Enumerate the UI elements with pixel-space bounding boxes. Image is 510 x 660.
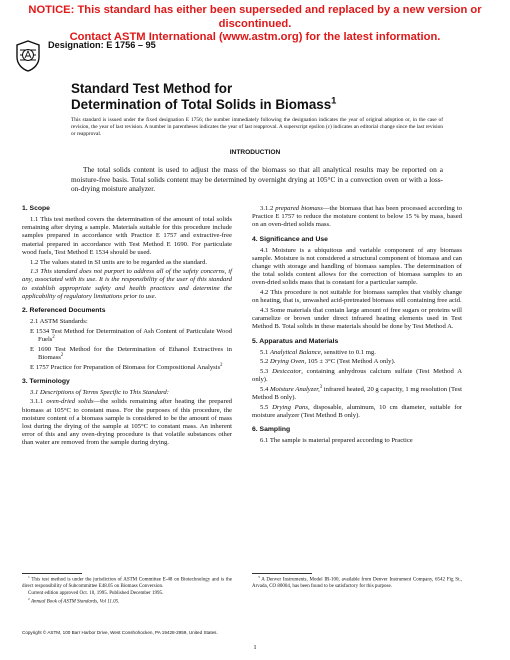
para-1-2: 1.2 The values stated in SI units are to be regarded as the standard.	[30, 258, 208, 266]
para-3-1-2: 3.1.2 prepared biomass—the biomass that has been processed according to Practice E 1757 to reduce the moisture content to below 15 % by mass, based on an oven-dried solids mass.	[252, 205, 462, 229]
para-5-2: 5.2 Drying Oven, 105 ± 3°C (Test Method A only).	[260, 358, 396, 366]
document-title	[71, 81, 451, 112]
right-column	[252, 205, 462, 447]
copyright-line: Copyright © ASTM, 100 Barr Harbor Drive, West Conshohocken, PA 19428-2959, United States.	[22, 630, 218, 635]
section-terminology-heading: 3. Terminology	[22, 377, 70, 385]
para-4-3: 4.3 Some materials that contain large amount of free sugars or proteins will caramelize or brown under direct infrared heating elements used in Test Method B. Total solids in these materials should be done by Test Method A.	[252, 307, 462, 331]
footnotes-right	[252, 577, 462, 591]
reference-e1534: E 1534 Test Method for Determination of Ash Content of Particulate Wood Fuels$^2$	[30, 327, 232, 343]
para-1-3: 1.3 This standard does not purport to address all of the safety concerns, if any, associated with its use. It is the responsibility of the user of this standard to establish appropriate safety and health practices and determine the applicability of regulatory limitations prior to use.	[22, 268, 232, 300]
section-sampling-heading: 6. Sampling	[252, 426, 291, 434]
footnote-rule-left	[22, 573, 82, 574]
designation: Designation: E 1756 – 95	[48, 40, 156, 50]
reference-e1757: E 1757 Practice for Preparation of Biomass for Compositional Analysis$^2$	[30, 362, 223, 371]
footnote-rule-right	[252, 573, 312, 574]
para-2-1: 2.1 ASTM Standards:	[30, 318, 88, 326]
section-references-heading: 2. Referenced Documents	[22, 307, 106, 315]
footnote-1: $^1$ This test method is under the jurisdiction of ASTM Committee E-48 on Biotechnology and is the direct responsibility of Subcommittee E48.05 on Biomass Conversion.	[22, 575, 232, 590]
para-3-1: 3.1 Descriptions of Terms Specific to This Standard:	[30, 388, 169, 396]
introduction-text: The total solids content is used to adjust the mass of the biomass so that all analytical results may be reported on a moisture-free basis. Total solids content may be determined by overnight drying at 105°C in a convection oven or with a loss-on-drying moisture analyzer.	[71, 165, 443, 193]
footnote-2: $^2$ Annual Book of ASTM Standards, Vol 11.05.	[28, 596, 120, 605]
para-5-3: 5.3 Desiccator, containing anhydrous calcium sulfate (Test Method A only).	[252, 368, 462, 384]
para-4-1: 4.1 Moisture is a ubiquitous and variable component of any biomass sample. Moisture is not considered a structural component of biomass and can change with storage and handling of biomass samples. The determination of the total solids content allows for the correction of biomass samples to an oven-dried solids mass that is constant for a particular sample.	[252, 246, 462, 287]
astm-logo-icon	[15, 40, 41, 72]
left-column	[22, 205, 232, 449]
notice-line-1: NOTICE: This standard has either been superseded and replaced by a new version or discontinued.	[28, 4, 482, 30]
supersede-notice	[0, 4, 510, 45]
reference-e1690: E 1690 Test Method for the Determination of Ethanol Extractives in Biomass$^2$	[30, 345, 232, 361]
section-apparatus-heading: 5. Apparatus and Materials	[252, 337, 339, 345]
para-3-1-1: 3.1.1 oven-dried solids—the solids remaining after heating the prepared biomass at 105°C to constant mass. For the purposes of this procedure, the moisture content of a biomass sample is considered to be the amount of mass lost during the drying of the sample at 105°C to constant mass. An inherent error of this and any oven-drying procedure is that volatile substances other than water are removed from the sample during drying.	[22, 398, 232, 447]
notice-line-2: Contact ASTM International (www.astm.org) for the latest information.	[69, 31, 441, 43]
page-number: 1	[253, 644, 257, 651]
title-line-1: Standard Test Method for	[71, 81, 233, 96]
section-scope-heading: 1. Scope	[22, 205, 50, 212]
para-5-5: 5.5 Drying Pans, disposable, aluminum, 10 cm diameter, suitable for moisture analyzer (Test Method B only).	[252, 403, 462, 420]
footnote-3: $^3$ A Denver Instruments, Model IR-100, available from Denver Instrument Company, 6542 Fig St., Arvada, CO 80004, has been found to be satisfactory for this purpose.	[252, 575, 462, 590]
para-6-1: 6.1 The sample is material prepared according to Practice	[260, 437, 413, 445]
issued-note: This standard is issued under the fixed designation E 1756; the number immediately following the designation indicates the year of original adoption or, in the case of revision, the year of last revision. A number in parentheses indicates the year of last reapproval. A superscript epsilon (ε) indicates an editorial change since the last revision or reapproval.	[71, 117, 443, 138]
para-1-1: 1.1 This test method covers the determination of the amount of total solids remaining after drying a sample. Materials suitable for this procedure include samples prepared in accordance with Practice E 1757 and extractive-free material prepared in accordance with Test Method E 1690. For particulate wood fuels, Test Method E 1534 should be used.	[22, 216, 232, 256]
footnotes-left	[22, 577, 232, 607]
footnote-1-edition: Current edition approved Oct. 10, 1995. Published December 1995.	[28, 591, 164, 597]
title-line-2: Determination of Total Solids in Biomass	[71, 96, 332, 112]
para-5-4: 5.4 Moisture Analyzer,$^3$ infrared heated, 20 g capacity, 1 mg resolution (Test Method B only).	[252, 384, 462, 402]
section-significance-heading: 4. Significance and Use	[252, 235, 328, 243]
introduction-heading: INTRODUCTION	[229, 149, 281, 156]
para-5-1: 5.1 Analytical Balance, sensitive to 0.1 mg.	[260, 348, 376, 356]
title-footnote-mark: 1	[331, 95, 337, 106]
para-4-2: 4.2 This procedure is not suitable for biomass samples that visibly change on heating, that is, unwashed acid-pretreated biomass still containing free acid.	[252, 289, 462, 305]
